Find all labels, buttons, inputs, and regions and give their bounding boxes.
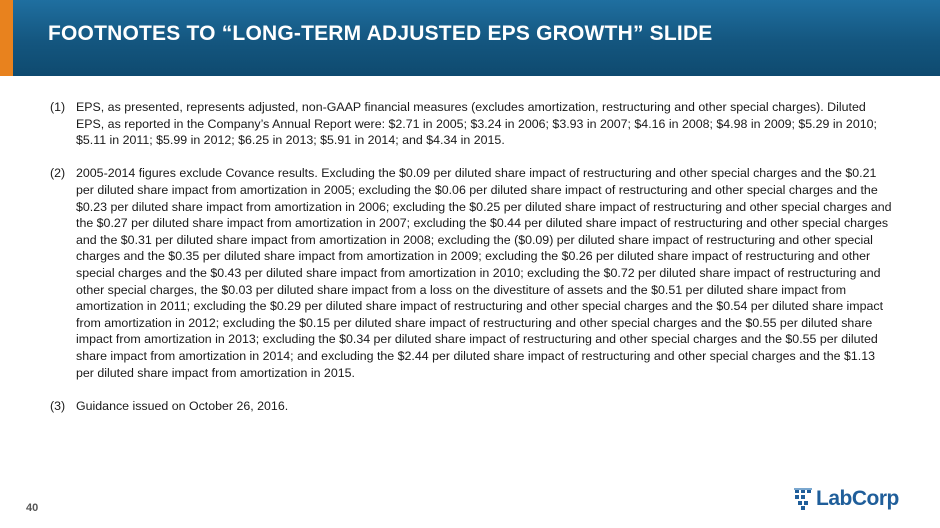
slide-header <box>0 0 940 76</box>
footnote-text: EPS, as presented, represents adjusted, non-GAAP financial measures (excludes amortization, restructuring and other special charges). Diluted EPS, as reported in the Company’s Annual Report were: $2.71 in 2005; $3.24 in 2006; $3.93 in 2007; $4.16 in 2008; $4.98 in 2009; $5.29 in 2010; $5.11 in 2011; $5.99 in 2012; $6.25 in 2013; $5.91 in 2014; and $4.34 in 2015. <box>76 100 877 148</box>
logo-text: LabCorp <box>816 487 899 510</box>
footnote-text: 2005-2014 figures exclude Covance results. Excluding the $0.09 per diluted share impact of restructuring and other special charges and the $0.21 per diluted share impact from amortization in 2005; excluding the $0.06 per diluted share impact of restructuring and other special charges and the $0.23 per diluted share impact from amortization in 2006; excluding the $0.25 per diluted share impact of restructuring and other special charges and the $0.27 per diluted share impact from amortization in 2007; excluding the $0.44 per diluted share impact of restructuring and other special charges and the $0.31 per diluted share impact from amortization in 2008; excluding the ($0.09) per diluted share impact of restructuring and other special charges and the $0.35 per diluted share impact from amortization in 2009; excluding the $0.26 per diluted share impact of restructuring and other special charges and the $0.43 per diluted share impact from amortization in 2010; excluding the $0.72 per diluted share impact of restructuring and other special charges, the $0.03 per diluted share impact from a loss on the divestiture of assets and the $0.51 per diluted share impact from amortization in 2011; excluding the $0.29 per diluted share impact of restructuring and other special charges and the $0.54 per diluted share impact from amortization in 2012; excluding the $0.15 per diluted share impact of restructuring and other special charges and the $0.55 per diluted share impact from amortization in 2013; excluding the $0.34 per diluted share impact of restructuring and other special charges and the $0.55 per diluted share impact from amortization in 2014; and excluding the $2.44 per diluted share impact of restructuring and other special charges and the $1.13 per diluted share impact from amortization in 2015. <box>76 166 892 380</box>
footnote-marker: (1) <box>50 100 66 114</box>
labcorp-logo <box>793 486 899 512</box>
page-number: 40 <box>26 502 39 514</box>
footnote-2 <box>50 165 895 381</box>
footnote-marker: (2) <box>50 166 66 181</box>
footnotes-list <box>50 99 895 431</box>
labcorp-logo-icon <box>793 487 813 511</box>
slide-title: FOOTNOTES TO “LONG-TERM ADJUSTED EPS GROWTH” SLIDE <box>48 22 713 45</box>
header-accent-bar <box>0 0 13 76</box>
footnote-1 <box>50 99 895 149</box>
footnote-3 <box>50 398 895 415</box>
footnote-marker: (3) <box>50 398 66 413</box>
footnote-text: Guidance issued on October 26, 2016. <box>76 398 289 413</box>
